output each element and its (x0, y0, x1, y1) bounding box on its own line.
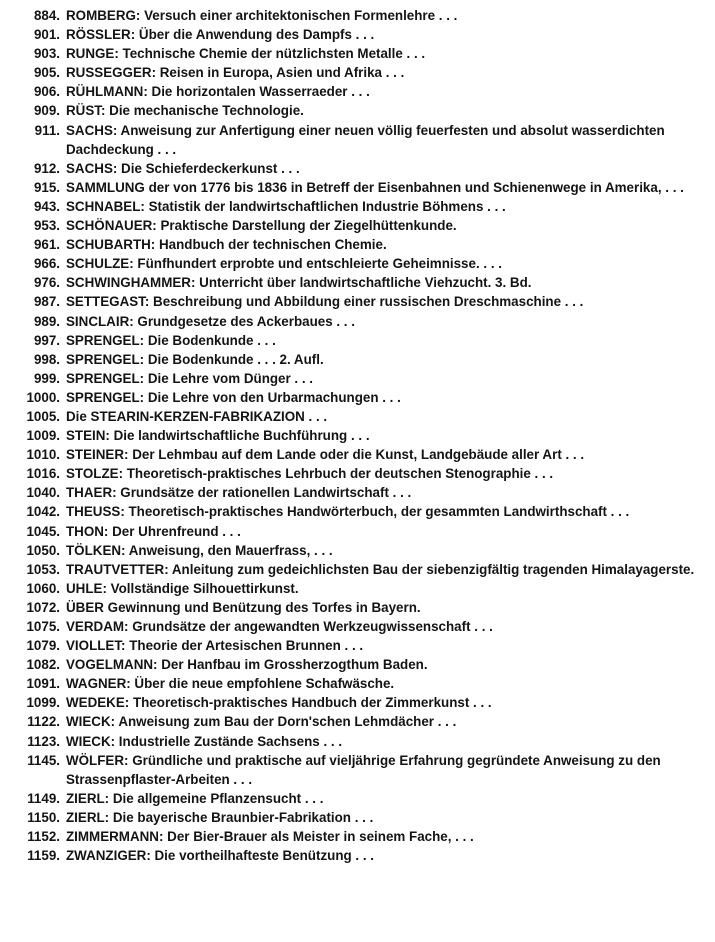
list-item (0, 483, 715, 502)
list-item (0, 541, 715, 560)
entry-text: WAGNER: Über die neue empfohlene Schafwäsche. (66, 676, 395, 692)
list-item (0, 674, 715, 693)
list-item (0, 445, 715, 464)
entry-number: 903. (33, 46, 60, 62)
list-item (0, 732, 715, 751)
entry-text: SCHÖNAUER: Praktische Darstellung der Ziegelhüttenkunde. (66, 218, 457, 234)
entry-number: 1159. (27, 848, 60, 864)
list-item (0, 598, 715, 617)
list-item (0, 522, 715, 541)
entry-text: SCHULZE: Fünfhundert erprobte und entschleierte Geheimnisse. . . . (66, 256, 502, 272)
list-item (0, 369, 715, 388)
entry-number: 1149. (27, 790, 60, 806)
entry-number: 915. (33, 179, 60, 195)
list-item (0, 407, 715, 426)
entry-text: RÖSSLER: Über die Anwendung des Dampfs . . . (66, 27, 375, 43)
entry-text: WÖLFER: Gründliche und praktische auf vieljährige Erfahrung gegründete Anweisung zu den Strassenpflaster-Arbeiten . . . (66, 752, 661, 787)
entry-number: 1053. (26, 561, 60, 577)
entry-number: 901. (33, 27, 60, 43)
entry-text: RUSSEGGER: Reisen in Europa, Asien und Afrika . . . (66, 65, 405, 81)
entry-text: RUNGE: Technische Chemie der nützlichsten Metalle . . . (66, 46, 426, 62)
entry-text: VERDAM: Grundsätze der angewandten Werkzeugwissenschaft . . . (66, 619, 493, 634)
list-item (0, 331, 715, 350)
entry-number: 1072. (26, 599, 60, 615)
entry-number: 961. (33, 237, 60, 253)
entry-text: WEDEKE: Theoretisch-praktisches Handbuch der Zimmerkunst . . . (66, 695, 492, 711)
entry-number: 1075. (26, 619, 60, 634)
list-item (0, 235, 715, 254)
list-item (0, 827, 715, 846)
entry-number: 1082. (26, 657, 60, 673)
list-item (0, 808, 715, 827)
entry-number: 989. (33, 313, 60, 329)
entry-text: THEUSS: Theoretisch-praktisches Handwörterbuch, der gesammten Landwirthschaft . . . (66, 504, 630, 520)
entry-number: 1010. (26, 447, 60, 463)
entry-number: 1040. (26, 485, 60, 501)
entry-text: UHLE: Vollständige Silhouettirkunst. (66, 580, 299, 596)
entry-number: 1099. (26, 695, 60, 711)
entry-text: ZIERL: Die allgemeine Pflanzensucht . . . (66, 790, 324, 806)
list-item (0, 464, 715, 483)
entry-text: ÜBER Gewinnung und Benützung des Torfes in Bayern. (66, 599, 421, 615)
entry-number: 987. (33, 294, 60, 310)
list-item (0, 292, 715, 311)
list-item (0, 579, 715, 598)
entry-number: 953. (33, 218, 60, 234)
entry-number: 1091. (26, 676, 60, 692)
entry-number: 1042. (26, 504, 60, 520)
entry-text: THON: Der Uhrenfreund . . . (66, 523, 241, 539)
entry-text: ZWANZIGER: Die vortheilhafteste Benützung . . . (66, 848, 374, 864)
entry-number: 906. (33, 84, 60, 100)
list-item (0, 617, 715, 636)
entry-number: 1152. (27, 829, 60, 845)
entry-text: SCHUBARTH: Handbuch der technischen Chemie. (66, 237, 387, 253)
entry-text: WIECK: Anweisung zum Bau der Dorn'schen Lehmdächer . . . (66, 714, 457, 730)
entry-number: 1000. (26, 389, 60, 405)
list-item (0, 693, 715, 712)
list-item (0, 560, 715, 579)
entry-number: 966. (33, 256, 60, 272)
entry-list (0, 6, 715, 865)
entry-number: 1050. (26, 542, 60, 558)
entry-text: ZIERL: Die bayerische Braunbier-Fabrikation . . . (66, 809, 374, 825)
list-item (0, 350, 715, 369)
entry-number: 998. (33, 351, 60, 367)
entry-text: STEINER: Der Lehmbau auf dem Lande oder die Kunst, Landgebäude aller Art . . . (66, 447, 585, 463)
entry-number: 999. (33, 370, 60, 386)
list-item (0, 216, 715, 235)
entry-number: 1122. (27, 714, 60, 730)
list-item (0, 751, 715, 789)
entry-text: ZIMMERMANN: Der Bier-Brauer als Meister in seinem Fache, . . . (66, 829, 474, 845)
list-item (0, 636, 715, 655)
entry-text: SETTEGAST: Beschreibung und Abbildung einer russischen Dreschmaschine . . . (66, 294, 584, 310)
entry-text: TÖLKEN: Anweisung, den Mauerfrass, . . . (66, 542, 333, 558)
entry-text: SCHWINGHAMMER: Unterricht über landwirtschaftliche Viehzucht. 3. Bd. (66, 275, 532, 291)
list-item (0, 82, 715, 101)
entry-number: 1060. (26, 580, 60, 596)
entry-text: Die STEARIN-KERZEN-FABRIKAZION . . . (66, 408, 328, 424)
entry-number: 1145. (27, 752, 60, 768)
entry-number: 909. (33, 103, 60, 119)
entry-number: 1009. (26, 428, 60, 444)
entry-text: WIECK: Industrielle Zustände Sachsens . . . (66, 733, 343, 749)
entry-number: 905. (33, 65, 60, 81)
list-item (0, 44, 715, 63)
entry-number: 1005. (26, 408, 60, 424)
list-item (0, 101, 715, 120)
list-item (0, 388, 715, 407)
entry-text: RÜHLMANN: Die horizontalen Wasserraeder . . . (66, 84, 370, 100)
list-item (0, 121, 715, 159)
list-item (0, 6, 715, 25)
list-item (0, 502, 715, 521)
entry-text: STOLZE: Theoretisch-praktisches Lehrbuch der deutschen Stenographie . . . (66, 466, 554, 482)
list-item (0, 197, 715, 216)
entry-text: RÜST: Die mechanische Technologie. (66, 103, 304, 119)
entry-number: 912. (33, 160, 60, 176)
entry-number: 1016. (26, 466, 60, 482)
entry-number: 1079. (26, 638, 60, 654)
entry-text: THAER: Grundsätze der rationellen Landwirtschaft . . . (66, 485, 412, 501)
list-item (0, 846, 715, 865)
entry-text: SPRENGEL: Die Lehre vom Dünger . . . (66, 370, 314, 386)
entry-number: 884. (33, 8, 60, 23)
entry-text: STEIN: Die landwirtschaftliche Buchführung . . . (66, 428, 370, 444)
entry-text: VIOLLET: Theorie der Artesischen Brunnen . . . (66, 638, 364, 654)
entry-text: TRAUTVETTER: Anleitung zum gedeichlichsten Bau der siebenzigfältig tragenden Himalayagerste. (66, 561, 695, 577)
entry-number: 1045. (26, 523, 60, 539)
entry-text: SAMMLUNG der von 1776 bis 1836 in Betreff der Eisenbahnen und Schienenwege in Amerika, . . . (66, 179, 684, 195)
list-item (0, 159, 715, 178)
list-item (0, 789, 715, 808)
entry-text: VOGELMANN: Der Hanfbau im Grossherzogthum Baden. (66, 657, 428, 673)
entry-text: SACHS: Anweisung zur Anfertigung einer neuen völlig feuerfesten und absolut wasserdichten Dachdeckung . . . (66, 122, 665, 157)
entry-text: SCHNABEL: Statistik der landwirtschaftlichen Industrie Böhmens . . . (66, 198, 506, 214)
list-item (0, 273, 715, 292)
entry-number: 943. (33, 198, 60, 214)
entry-number: 997. (33, 332, 60, 348)
entry-number: 1123. (27, 733, 60, 749)
list-item (0, 655, 715, 674)
entry-number: 976. (33, 275, 60, 291)
list-item (0, 254, 715, 273)
entry-text: SPRENGEL: Die Bodenkunde . . . (66, 332, 276, 348)
entry-text: SPRENGEL: Die Lehre von den Urbarmachungen . . . (66, 389, 401, 405)
entry-text: SINCLAIR: Grundgesetze des Ackerbaues . . . (66, 313, 355, 329)
list-item (0, 63, 715, 82)
list-item (0, 712, 715, 731)
list-item (0, 25, 715, 44)
list-item (0, 312, 715, 331)
entry-text: ROMBERG: Versuch einer architektonischen Formenlehre . . . (66, 8, 458, 23)
entry-text: SACHS: Die Schieferdeckerkunst . . . (66, 160, 300, 176)
entry-number: 911. (34, 122, 60, 138)
list-item (0, 426, 715, 445)
list-item (0, 178, 715, 197)
entry-number: 1150. (27, 809, 60, 825)
entry-text: SPRENGEL: Die Bodenkunde . . . 2. Aufl. (66, 351, 324, 367)
